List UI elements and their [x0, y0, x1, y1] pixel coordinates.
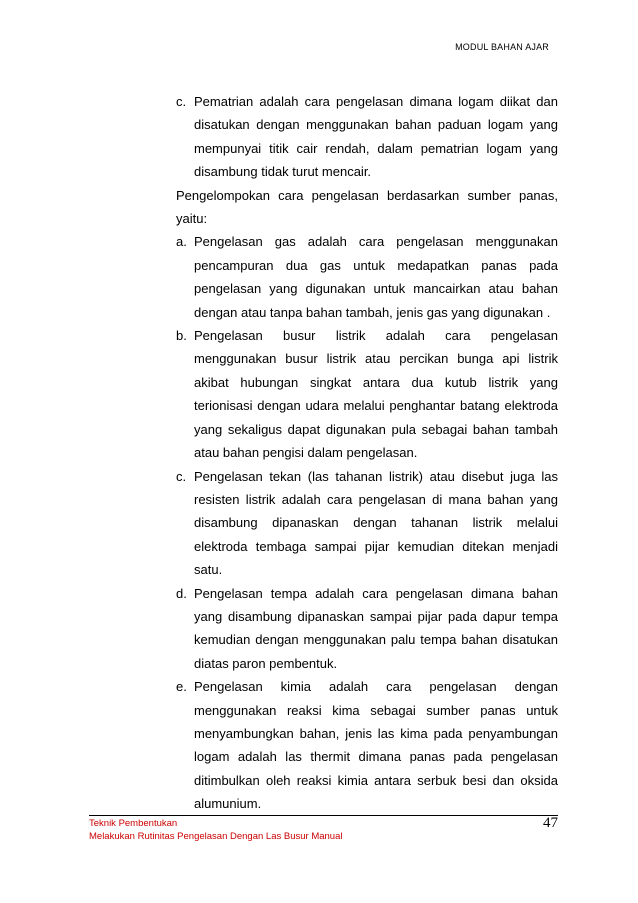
footer-line-2: Melakukan Rutinitas Pengelasan Dengan Las Busur Manual	[89, 831, 343, 842]
footer-line-1: Teknik Pembentukan	[89, 818, 178, 829]
intro-paragraph: Pengelompokan cara pengelasan berdasarkan sumber panas, yaitu:	[176, 187, 558, 227]
page-content	[176, 90, 558, 816]
list-item-a	[176, 230, 558, 324]
list-item-d	[176, 582, 558, 676]
running-header: MODUL BAHAN AJAR	[455, 42, 549, 52]
list-marker: a.	[176, 234, 187, 250]
list-item-text: Pengelasan busur listrik adalah cara pengelasan menggunakan busur listrik atau percikan bunga api listrik akibat hubungan singkat antara dua kutub listrik yang terionisasi dengan udara melalui penghantar batang elektroda yang sekaligus dapat digunakan pula sebagai bahan tambah atau bahan pengisi dalam pengelasan.	[194, 328, 558, 461]
list-item-b	[176, 324, 558, 464]
list-item-e	[176, 675, 558, 815]
list-item-text: Pengelasan gas adalah cara pengelasan menggunakan pencampuran dua gas untuk medapatkan panas pada pengelasan yang digunakan untuk mancairkan atau bahan dengan atau tanpa bahan tambah, jenis gas yang digunakan .	[194, 234, 558, 320]
list-item-text: Pematrian adalah cara pengelasan dimana logam diikat dan disatukan dengan menggunakan bahan paduan logam yang mempunyai titik cair rendah, dalam pematrian logam yang disambung tidak turut mencair.	[194, 94, 558, 180]
list-marker: b.	[176, 328, 187, 344]
footer-divider	[89, 815, 558, 816]
list-item-c-pematrian	[176, 90, 558, 184]
list-item-c	[176, 465, 558, 582]
list-marker: c.	[176, 94, 187, 109]
list-marker: e.	[176, 679, 187, 695]
page-number: 47	[543, 815, 558, 831]
list-item-text: Pengelasan kimia adalah cara pengelasan dengan menggunakan reaksi kima sebagai sumber panas untuk menyambungkan bahan, jenis las kima pada penyambungan logam adalah las thermit dimana panas pada pengelasan ditimbulkan oleh reaksi kimia antara serbuk besi dan oksida alumunium.	[194, 679, 558, 812]
list-marker: c.	[176, 468, 187, 484]
footer-caption	[89, 817, 343, 843]
list-item-text: Pengelasan tekan (las tahanan listrik) atau disebut juga las resisten listrik adalah cara pengelasan di mana bahan yang disambung dipanaskan dengan tahanan listrik melalui elektroda tembaga sampai pijar kemudian ditekan menjadi satu.	[194, 468, 558, 578]
list-marker: d.	[176, 585, 187, 601]
list-item-text: Pengelasan tempa adalah cara pengelasan dimana bahan yang disambung dipanaskan sampai pijar pada dapur tempa kemudian dengan menggunakan palu tempa bahan disatukan diatas paron pembentuk.	[194, 585, 558, 671]
